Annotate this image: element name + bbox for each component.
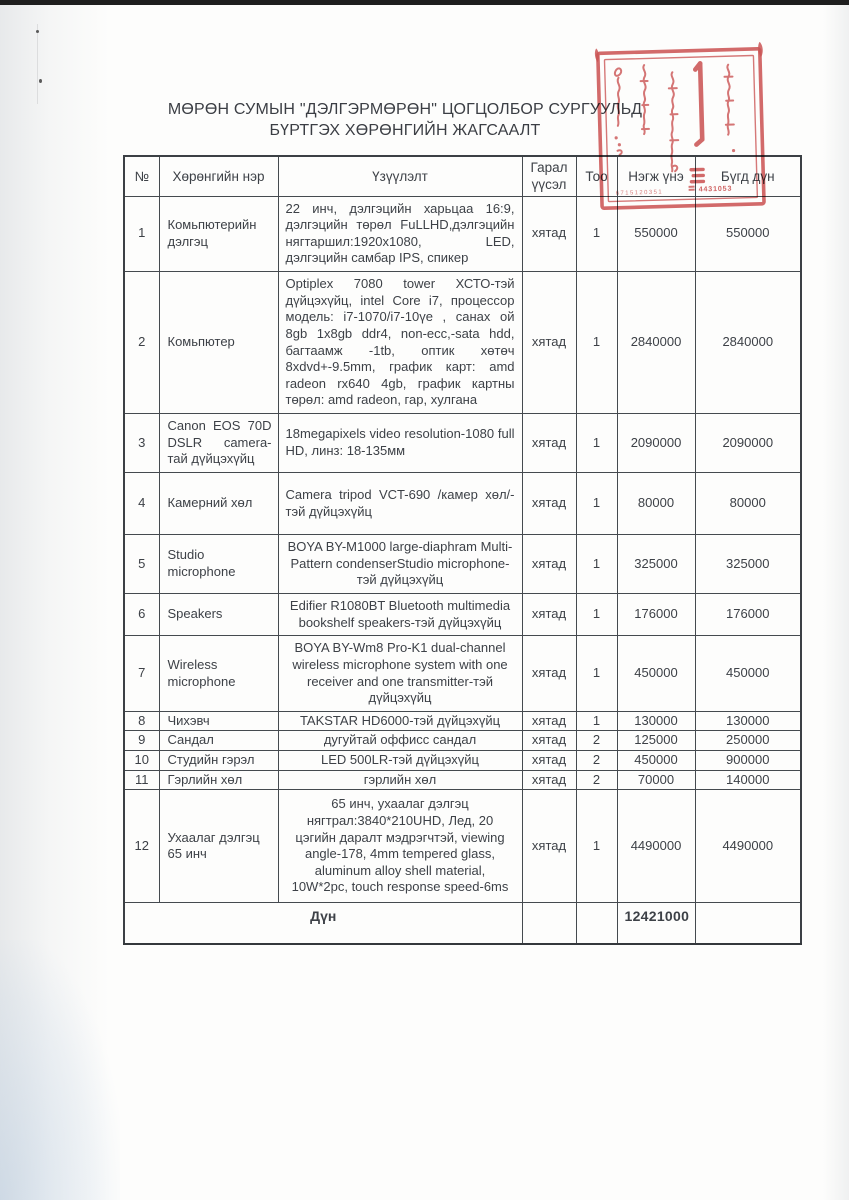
stamp-ornament-icon: [758, 42, 763, 58]
asset-spec: дугуйтай оффисс сандал: [278, 731, 522, 751]
asset-name: Canon EOS 70D DSLR camera-тай дүйцэхүйц: [159, 414, 278, 473]
stamp-ornament-icon: [595, 48, 599, 62]
table-header-cell: Хөрөнгийн нэр: [159, 156, 278, 196]
row-number: 9: [124, 731, 159, 751]
table-row: [124, 472, 801, 534]
origin: хятад: [522, 535, 576, 594]
origin: хятад: [522, 594, 576, 636]
table-row: [124, 196, 801, 272]
scan-shadow-right: [823, 5, 849, 1200]
table-header-row: [124, 156, 801, 196]
asset-spec: 22 инч, дэлгэцийн харьцаа 16:9, дэлгэцийн төрөл FuLLHD,дэлгэцийн нягтаршил:1920x1080, LED, дэлгэцийн самбар IPS, спикер: [278, 196, 522, 272]
unit-price: 550000: [617, 196, 695, 272]
row-number: 4: [124, 472, 159, 534]
table-row: [124, 594, 801, 636]
origin: хятад: [522, 790, 576, 903]
scan-speck: [39, 79, 42, 83]
paper-fold-line: [37, 24, 38, 104]
table-row: [124, 535, 801, 594]
asset-spec: LED 500LR-тэй дүйцэхүйц: [278, 751, 522, 771]
unit-price: 80000: [617, 472, 695, 534]
asset-spec: Camera tripod VCT-690 /камер хөл/-тэй дүйцэхүйц: [278, 472, 522, 534]
row-number: 8: [124, 711, 159, 731]
total-price: 80000: [695, 472, 801, 534]
asset-spec: 18megapixels video resolution-1080 full HD, линз: 18-135мм: [278, 414, 522, 473]
unit-price: 70000: [617, 770, 695, 790]
table-row: [124, 731, 801, 751]
quantity: 1: [576, 636, 617, 712]
total-last-empty: [695, 903, 801, 945]
total-price: 450000: [695, 636, 801, 712]
origin: хятад: [522, 711, 576, 731]
asset-spec: BOYA BY-Wm8 Pro-K1 dual-channel wireless microphone system with one receiver and one transmitter-тэй дүйцэхүйц: [278, 636, 522, 712]
unit-price: 130000: [617, 711, 695, 731]
total-price: 550000: [695, 196, 801, 272]
quantity: 1: [576, 272, 617, 414]
table-row: [124, 711, 801, 731]
row-number: 3: [124, 414, 159, 473]
unit-price: 450000: [617, 751, 695, 771]
table-header-cell: Тоо: [576, 156, 617, 196]
row-number: 5: [124, 535, 159, 594]
row-number: 10: [124, 751, 159, 771]
row-number: 7: [124, 636, 159, 712]
total-price: 2090000: [695, 414, 801, 473]
origin: хятад: [522, 414, 576, 473]
table-header-cell: Бүгд дүн: [695, 156, 801, 196]
asset-name: Ухаалаг дэлгэц 65 инч: [159, 790, 278, 903]
document-title-line1: МӨРӨН СУМЫН "ДЭЛГЭРМӨРӨН" ЦОГЦОЛБОР СУРГУУЛЬД: [167, 101, 643, 118]
table-row: [124, 636, 801, 712]
asset-spec: TAKSTAR HD6000-тэй дүйцэхүйц: [278, 711, 522, 731]
unit-price: 2840000: [617, 272, 695, 414]
asset-spec: гэрлийн хөл: [278, 770, 522, 790]
origin: хятад: [522, 770, 576, 790]
row-number: 1: [124, 196, 159, 272]
asset-spec: Edifier R1080BT Bluetooth multimedia bookshelf speakers-тэй дүйцэхүйц: [278, 594, 522, 636]
unit-price: 2090000: [617, 414, 695, 473]
row-number: 6: [124, 594, 159, 636]
total-origin-empty: [522, 903, 576, 945]
scan-edge-top: [0, 0, 849, 5]
table-row: [124, 770, 801, 790]
asset-name: Камерний хөл: [159, 472, 278, 534]
row-number: 12: [124, 790, 159, 903]
table-header-cell: Гарал үүсэл: [522, 156, 576, 196]
quantity: 1: [576, 472, 617, 534]
quantity: 1: [576, 535, 617, 594]
origin: хятад: [522, 751, 576, 771]
total-price: 900000: [695, 751, 801, 771]
total-price: 140000: [695, 770, 801, 790]
row-number: 2: [124, 272, 159, 414]
table-body: [124, 196, 801, 903]
total-price: 2840000: [695, 272, 801, 414]
unit-price: 176000: [617, 594, 695, 636]
stamp-serial-left: 6715120351: [615, 189, 664, 197]
unit-price: 325000: [617, 535, 695, 594]
scan-speck: [36, 30, 39, 33]
asset-name: Сандал: [159, 731, 278, 751]
total-price: 250000: [695, 731, 801, 751]
asset-register-table: [123, 155, 802, 945]
document-title: [0, 99, 810, 141]
origin: хятад: [522, 636, 576, 712]
table-row: [124, 790, 801, 903]
asset-name: Комьпютерийн дэлгэц: [159, 196, 278, 272]
asset-spec: 65 инч, ухаалаг дэлгэц нягтрал:3840*210UHD, Лед, 20 цэгийн даралт мэдрэгчтэй, viewing angle-178, 4mm tempered glass, aluminum alloy shell material, 10W*2pc, touch response speed-6ms: [278, 790, 522, 903]
unit-price: 4490000: [617, 790, 695, 903]
table-header-cell: Нэгж үнэ: [617, 156, 695, 196]
origin: хятад: [522, 731, 576, 751]
origin: хятад: [522, 472, 576, 534]
asset-name: Комьпютер: [159, 272, 278, 414]
quantity: 1: [576, 414, 617, 473]
asset-spec: BOYA BY-M1000 large-diaphram Multi-Pattern condenserStudio microphone-тэй дүйцэхүйц: [278, 535, 522, 594]
document-title-line2: БҮРТГЭХ ХӨРӨНГИЙН ЖАГСААЛТ: [269, 122, 541, 139]
asset-name: Wireless microphone: [159, 636, 278, 712]
quantity: 1: [576, 790, 617, 903]
total-qty-empty: [576, 903, 617, 945]
table-row: [124, 751, 801, 771]
total-label: Дүн: [124, 903, 522, 945]
quantity: 2: [576, 751, 617, 771]
table-header-cell: Үзүүлэлт: [278, 156, 522, 196]
table-header-cell: №: [124, 156, 159, 196]
total-price: 176000: [695, 594, 801, 636]
total-price: 130000: [695, 711, 801, 731]
quantity: 1: [576, 711, 617, 731]
total-price: 4490000: [695, 790, 801, 903]
asset-name: Чихэвч: [159, 711, 278, 731]
table-row: [124, 272, 801, 414]
grand-total-value: 12421000: [617, 903, 695, 945]
origin: хятад: [522, 196, 576, 272]
quantity: 1: [576, 594, 617, 636]
unit-price: 450000: [617, 636, 695, 712]
total-price: 325000: [695, 535, 801, 594]
quantity: 2: [576, 731, 617, 751]
asset-spec: Optiplex 7080 tower ХСТО-тэй дүйцэхүйц, intel Core i7, процессор модель: i7-1070/i7-10үе , санах ой 8gb 1x8gb ddr4, non-ecc,-sata hdd, багтаамж -1tb, оптик хөтөч 8xdvd+-9.5mm, график карт: amd radeon rx640 4gb, график картны төрөл: amd radeon, гар, хулгана: [278, 272, 522, 414]
quantity: 1: [576, 196, 617, 272]
asset-name: Speakers: [159, 594, 278, 636]
scan-tint-bottom-left: [0, 940, 120, 1200]
quantity: 2: [576, 770, 617, 790]
table-total-row: [124, 903, 801, 945]
asset-name: Гэрлийн хөл: [159, 770, 278, 790]
row-number: 11: [124, 770, 159, 790]
asset-name: Studio microphone: [159, 535, 278, 594]
origin: хятад: [522, 272, 576, 414]
stamp-serial-right: 4431053: [698, 183, 733, 194]
asset-name: Студийн гэрэл: [159, 751, 278, 771]
table-row: [124, 414, 801, 473]
unit-price: 125000: [617, 731, 695, 751]
